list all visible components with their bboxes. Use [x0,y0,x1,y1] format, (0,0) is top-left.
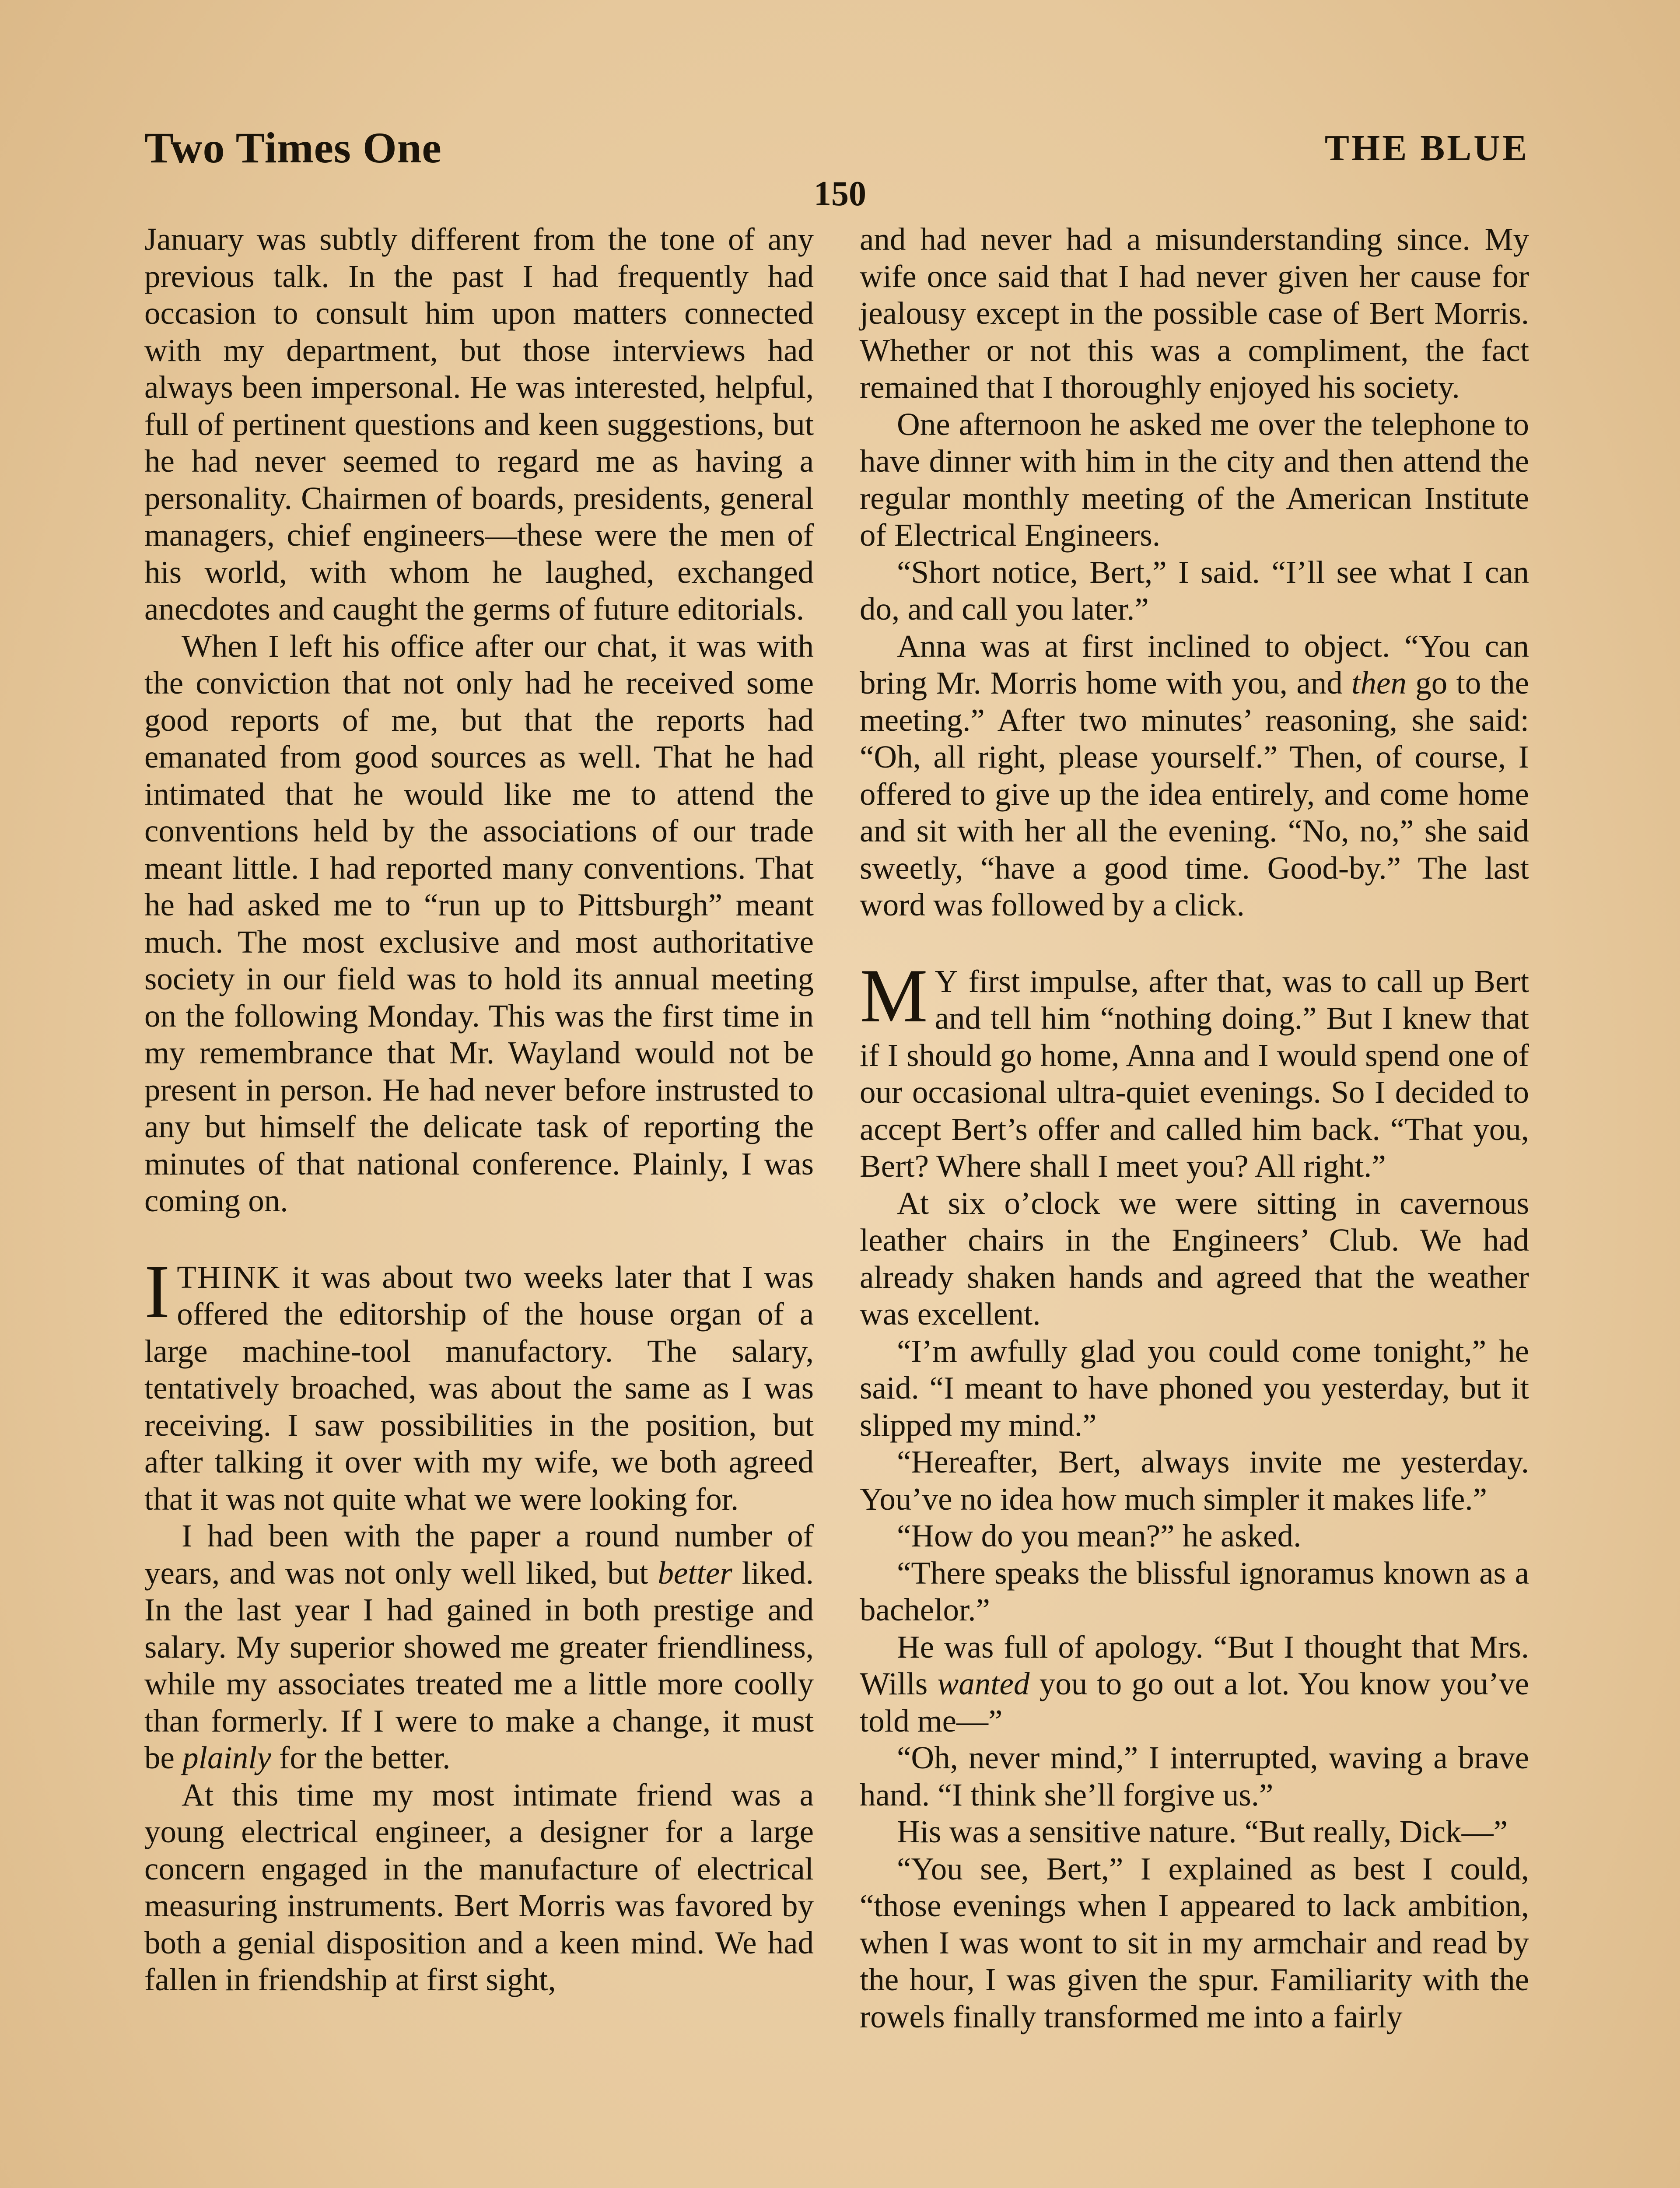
paragraph: “There speaks the blissful ignoramus known as a bachelor.” [860,1555,1529,1627]
paragraph: At six o’clock we were sitting in cavernous leather chairs in the Engineers’ Club. We had already shaken hands and agreed that the weather was excellent. [860,1185,1529,1332]
text-run: go to the meeting.” After two minutes’ reasoning, she said: “Oh, all right, please yourself.” Then, of course, I offered to give up the idea entirely, and come home and sit with her all the evening. “No, no,” she said sweetly, “have a good time. Good-by.” The last word was followed by a click. [860,665,1529,922]
paragraph: His was a sensitive nature. “But really, Dick—” [897,1814,1508,1849]
paragraph-dropcap [144,1248,814,1518]
paragraph: and had never had a misunderstanding since. My wife once said that I had never given her cause for jealousy except in the possible case of Bert Morris. Whether or not this was a compliment, the fact remained that I thoroughly enjoyed his society. [860,221,1529,405]
right-column [860,221,1529,2035]
paragraph: “I’m awfully glad you could come tonight,” he said. “I meant to have phoned you yesterday, but it slipped my mind.” [860,1333,1529,1443]
text-run: Anna was at first inclined to object. “You can bring Mr. Morris home with you, and [860,628,1529,701]
paragraph: At this time my most intimate friend was a young electrical engineer, a designer for a large concern engaged in the manufacture of electrical measuring instruments. Bert Morris was favored by both a genial disposition and a keen mind. We had fallen in friendship at first sight, [144,1777,814,1997]
text-run: I had been with the paper a round number of years, and was not only well liked, but [144,1518,814,1591]
paragraph: “Short notice, Bert,” I said. “I’ll see what I can do, and call you later.” [860,554,1529,627]
text-run: He was full of apology. “But I thought that Mrs. Wills [860,1629,1529,1701]
drop-cap: M [860,953,928,1038]
paragraph [144,1518,814,1777]
emphasis: wanted [937,1666,1030,1701]
text-run: liked. In the last year I had gained in both prestige and salary. My superior showed me greater friendliness, while my associates treated me a little more coolly than formerly. If I were to make a change, it must be [144,1555,814,1775]
paragraph: When I left his office after our chat, it was with the conviction that not only had he received some good reports of me, but that the reports had emanated from good sources as well. That he had intimated that he would like me to attend the conventions held by the associations of our trade meant little. I had reported many conventions. That he had asked me to “run up to Pittsburgh” meant much. The most exclusive and most authoritative society in our field was to hold its annual meeting on the following Monday. This was the first time in my remembrance that Mr. Wayland would not be present in person. He had never before instrusted to any but himself the delicate task of reporting the minutes of that national conference. Plainly, I was coming on. [144,628,814,1218]
paragraph: January was subtly different from the tone of any previous talk. In the past I had frequently had occasion to consult him upon matters connected with my department, but those interviews had always been impersonal. He was interested, helpful, full of pertinent questions and keen suggestions, but he had never seemed to regard me as having a personality. Chairmen of boards, presidents, general managers, chief engineers—these were the men of his world, with whom he laughed, exchanged anecdotes and caught the germs of future editorials. [144,221,814,627]
text-run: for the better. [271,1740,451,1775]
text-run: you to go out a lot. You know you’ve told me—” [860,1666,1529,1739]
magazine-title: THE BLUE [1324,128,1529,168]
emphasis: better [658,1555,732,1591]
section-break [144,1220,814,1259]
emphasis: plainly [182,1740,271,1775]
lead-word: Y [934,963,959,999]
page-number: 150 [814,175,866,213]
paragraph: One afternoon he asked me over the telephone to have dinner with him in the city and then attend the regular monthly meeting of the American Institute of Electrical Engineers. [860,406,1529,553]
paragraph: “Oh, never mind,” I interrupted, waving a brave hand. “I think she’ll forgive us.” [860,1740,1529,1813]
section-break [860,924,1529,963]
paragraph-dropcap [860,953,1529,1185]
emphasis: then [1351,665,1407,701]
paragraph [860,628,1529,924]
drop-cap: I [144,1248,170,1334]
left-column [144,221,814,1999]
paragraph: “How do you mean?” he asked. [897,1518,1302,1553]
story-title: Two Times One [144,123,442,172]
paragraph: “Hereafter, Bert, always invite me yesterday. You’ve no idea how much simpler it makes life.” [860,1444,1529,1517]
paragraph-text: it was about two weeks later that I was offered the editorship of the house organ of a large machine-tool manufactory. The salary, tentatively broached, was about the same as I was receiving. I saw possibilities in the position, but after talking it over with my wife, we both agreed that it was not quite what we were looking for. [144,1259,814,1517]
paragraph: “You see, Bert,” I explained as best I could, “those evenings when I appeared to lack ambition, when I was wont to sit in my armchair and read by the hour, I was given the spur. Familiarity with the rowels finally transformed me into a fairly [860,1851,1529,2034]
paragraph [860,1629,1529,1740]
paragraph-text: first impulse, after that, was to call up Bert and tell him “nothing doing.” But I knew that if I should go home, Anna and I would spend one of our occasional ultra-quiet evenings. So I decided to accept Bert’s offer and called him back. “That you, Bert? Where shall I meet you? All right.” [860,963,1529,1184]
lead-word: THINK [177,1259,281,1295]
